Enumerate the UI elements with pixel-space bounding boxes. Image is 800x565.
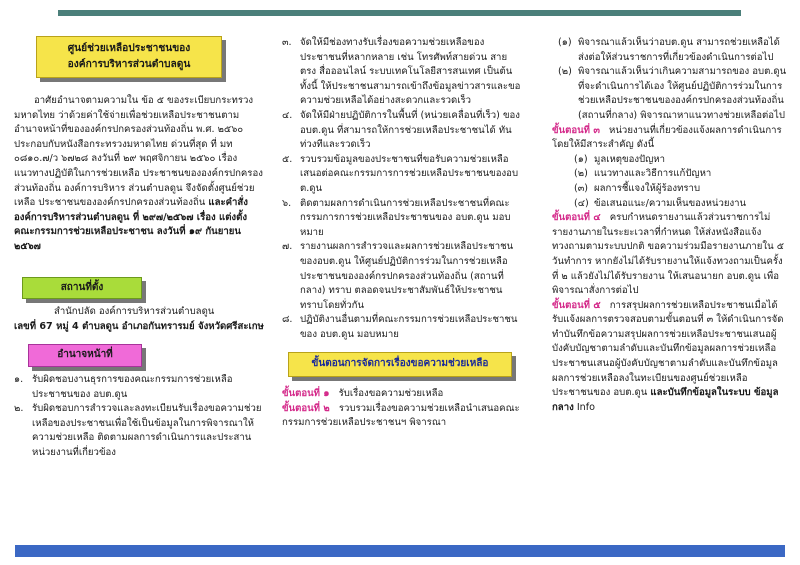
procedure-step-2 xyxy=(282,402,522,431)
sub-number: (๓) xyxy=(574,182,589,194)
sub-text: ผลการชี้แจงให้ผู้ร้องทราบ xyxy=(594,182,701,194)
duty-number: ๑. xyxy=(14,373,24,385)
step2-sub-item xyxy=(552,65,788,123)
step-text: รับเรื่องขอความช่วยเหลือ xyxy=(338,388,444,400)
step-text-end: Info xyxy=(573,401,595,413)
duty-text: จัดให้มีช่องทางรับเรื่องขอความช่วยเหลือของประชาชนที่หลากหลาย เช่น โทรศัพท์สายด่วน สายตรง สื่อออนไลน์ ระบบเทคโนโลยีสารสนเทศ เป็นต้น ทั้งนี้ ให้ประชาชนสามารถเข้าถึงข้อมูลข่าวสารและขอความช่วยเหลือได้อย่างสะดวกและรวดเร็ว xyxy=(300,37,521,107)
duty-number: ๓. xyxy=(282,37,292,48)
step-label: ขั้นตอนที่ ๒ xyxy=(282,402,330,414)
column-middle xyxy=(282,36,522,431)
location-office: สำนักปลัด องค์การบริหารส่วนตำบลดูน xyxy=(54,306,215,318)
duty-text: จัดให้มีฝ่ายปฏิบัติการในพื้นที่ (หน่วยเคลื่อนที่เร็ว) ของ อบต.ดูน ที่สามารถให้การช่วยเหลือประชาชนได้ ทันท่วงทีและรวดเร็ว xyxy=(300,109,520,151)
column-right xyxy=(552,36,788,415)
duty-number: ๕. xyxy=(282,153,293,165)
step3-sub-item xyxy=(552,197,788,212)
sub-text: พิจารณาแล้วเห็นว่าอบต.ดูน สามารถช่วยเหลือได้ ส่งต่อให้ส่วนราชการที่เกี่ยวข้องดำเนินการต่อไป xyxy=(578,37,780,63)
location-heading: สถานที่ตั้ง xyxy=(22,277,142,300)
sub-number: (๒) xyxy=(574,168,588,180)
duty-text: ปฏิบัติงานอื่นตามที่คณะกรรมการช่วยเหลือประชาชนของ อบต.ดูน มอบหมาย xyxy=(300,314,518,340)
duty-text: รับผิดชอบงานธุรการของคณะกรรมการช่วยเหลือประชาชนของ อบต.ดูน xyxy=(32,373,233,400)
location-address: เลขที่ 67 หมู่ 4 ตำบลดูน อำเภอกันทรารมย์ จังหวัดศรีสะเกษ xyxy=(14,320,264,332)
duty-text: รายงานผลการสำรวจและผลการช่วยเหลือประชาชนของอบต.ดูน ให้ศูนย์ปฏิบัติการร่วมในการช่วยเหลือประชาชนขององค์กรปกครองส่วนท้องถิ่น (สถานที่กลาง) ทราบ ตลอดจนประชาสัมพันธ์ให้ประชาชนทราบโดยทั่วกัน xyxy=(300,241,514,311)
step-text-bold: และบันทึกข้อมูลในระบบ ข้อมูลกลาง xyxy=(552,387,779,413)
duty-number: ๘. xyxy=(282,314,293,326)
duty-text: ติดตามผลการดำเนินการช่วยเหลือประชาชนที่คณะกรรมการการช่วยเหลือประชาชนของ อบต.ดูน มอบหมาย xyxy=(300,197,511,238)
sub-text: พิจารณาแล้วเห็นว่าเกินความสามารถของ อบต.ดูน ที่จะดำเนินการได้เอง ให้ศูนย์ปฏิบัติการร่วมในการช่วยเหลือประชาชนขององค์กรปกครองส่วนท้องถิ่น (สถานที่กลาง) พิจารณาหาแนวทางช่วยเหลือต่อไป xyxy=(578,66,787,121)
center-title-line1: ศูนย์ช่วยเหลือประชาชนของ xyxy=(67,43,191,54)
sub-text: ข้อเสนอแนะ/ความเห็นของหน่วยงาน xyxy=(594,197,747,209)
center-title-line2: องค์การบริหารส่วนตำบลดูน xyxy=(67,59,191,70)
sub-number: (๔) xyxy=(574,197,589,209)
bottom-decorative-bar xyxy=(15,545,785,557)
duty-text: รับผิดชอบการสำรวจและลงทะเบียนรับเรื่องขอความช่วยเหลือของประชาชนเพื่อใช้เป็นข้อมูลในการพิจารณาให้ความช่วยเหลือ ติดตามผลการดำเนินการและประสานหน่วยงานที่เกี่ยวข้อง xyxy=(32,403,262,458)
column-left xyxy=(14,36,264,460)
step3-sub-item xyxy=(552,153,788,168)
intro-order-text: และคำสั่งองค์การบริหารส่วนตำบลดูน ที่ ๒๙๗/๒๕๖๗ เรื่อง แต่งตั้งคณะกรรมการช่วยเหลือประชาชน ลงวันที่ ๑๙ กันยายน ๒๕๖๗ xyxy=(14,197,248,252)
duty-item xyxy=(14,402,264,460)
sub-number: (๑) xyxy=(558,37,572,48)
step3-sub-item xyxy=(552,167,788,182)
step3-sub-item xyxy=(552,182,788,197)
intro-text: อาศัยอำนาจตามความใน ข้อ ๕ ของระเบียบกระทรวงมหาดไทย ว่าด้วยค่าใช้จ่ายเพื่อช่วยเหลือประชาชนตามอำนาจหน้าที่ขององค์กรปกครองส่วนท้องถิ่น พ.ศ. ๒๕๖๐ ประกอบกับหนังสือกระทรวงมหาดไทย ด่วนที่สุด ที่ มท ๐๘๑๐.๗/ว ๖๗๒๘ ลงวันที่ ๒๙ พฤศจิกายน ๒๕๖๐ เรื่อง แนวทางปฏิบัติในการช่วยเหลือ ประชาชนขององค์กรปกครองส่วนท้องถิ่น องค์การบริหาร ส่วนตำบลดูน จึงจัดตั้งศูนย์ช่วยเหลือ ประชาชนขององค์กรปกครองส่วนท้องถิ่น xyxy=(14,95,263,209)
duty-text: รวบรวมข้อมูลของประชาชนที่ขอรับความช่วยเหลือเสนอต่อคณะกรรมการการช่วยเหลือประชาชนของอบต.ดูน xyxy=(300,153,519,194)
duty-item xyxy=(282,153,522,197)
sub-text: แนวทางและวิธีการแก้ปัญหา xyxy=(594,168,712,180)
intro-paragraph xyxy=(14,94,264,255)
procedure-heading: ขั้นตอนการจัดการเรื่องขอความช่วยเหลือ xyxy=(288,352,512,377)
sub-number: (๒) xyxy=(558,66,572,78)
step-label: ขั้นตอนที่ ๑ xyxy=(282,388,330,400)
step-text: หน่วยงานที่เกี่ยวข้องแจ้งผลการดำเนินการโดยให้มีสาระสำคัญ ดังนี้ xyxy=(552,124,782,151)
step-text: รวบรวมเรื่องขอความช่วยเหลือนำเสนอคณะกรรมการช่วยเหลือประชาชนฯ พิจารณา xyxy=(282,402,520,429)
procedure-step-4 xyxy=(552,211,788,299)
duty-item xyxy=(282,313,522,342)
procedure-step-3 xyxy=(552,124,788,153)
step-text: การสรุปผลการช่วยเหลือประชาชนเมื่อได้รับแจ้งผลการตรวจสอบตามขั้นตอนที่ ๓ ให้ดำเนินการจัดทำบันทึกข้อความสรุปผลการช่วยเหลือประชาชนเสนอผู้บังคับบัญชาตามลำดับและบันทึกข้อมูลผลการช่วยเหลือประชาชนเสนอผู้บังคับบัญชาตามลำดับและบันทึกข้อมูลผลการช่วยเหลือลงในทะเบียนของศูนย์ช่วยเหลือประชาชนของ อบต.ดูน xyxy=(552,299,784,399)
duty-item xyxy=(282,36,522,109)
procedure-step-5 xyxy=(552,299,788,416)
duty-number: ๒. xyxy=(14,403,24,415)
step-text: ครบกำหนดรายงานแล้วส่วนราชการไม่รายงานภายในระยะเวลาที่กำหนด ให้ส่งหนังสือแจ้งทวงถามตามระบบปกติ ขอความร่วมมือรายงานภายใน ๕ วันทำการ หากยังไม่ได้รับรายงานให้แจ้งทวงถามเป็นครั้งที่ ๒ แล้วยังไม่ได้รับรายงาน ให้เสนอนายก อบต.ดูน เพื่อพิจารณาสั่งการต่อไป xyxy=(552,212,784,297)
duty-item xyxy=(282,240,522,313)
duty-number: ๗. xyxy=(282,241,293,253)
duty-item xyxy=(282,109,522,153)
procedure-step-1 xyxy=(282,387,522,402)
duty-number: ๖. xyxy=(282,197,292,209)
duty-number: ๔. xyxy=(282,109,293,121)
duty-item xyxy=(14,373,264,402)
step-label: ขั้นตอนที่ ๔ xyxy=(552,212,601,224)
duty-heading: อำนาจหน้าที่ xyxy=(28,344,142,367)
step-label: ขั้นตอนที่ ๓ xyxy=(552,124,600,136)
step2-sub-item xyxy=(552,36,788,65)
sub-text: มูลเหตุของปัญหา xyxy=(594,153,666,165)
center-title-box xyxy=(36,36,222,78)
top-decorative-bar xyxy=(58,10,741,16)
step-label: ขั้นตอนที่ ๕ xyxy=(552,299,601,311)
duty-item xyxy=(282,197,522,241)
sub-number: (๑) xyxy=(574,153,588,165)
